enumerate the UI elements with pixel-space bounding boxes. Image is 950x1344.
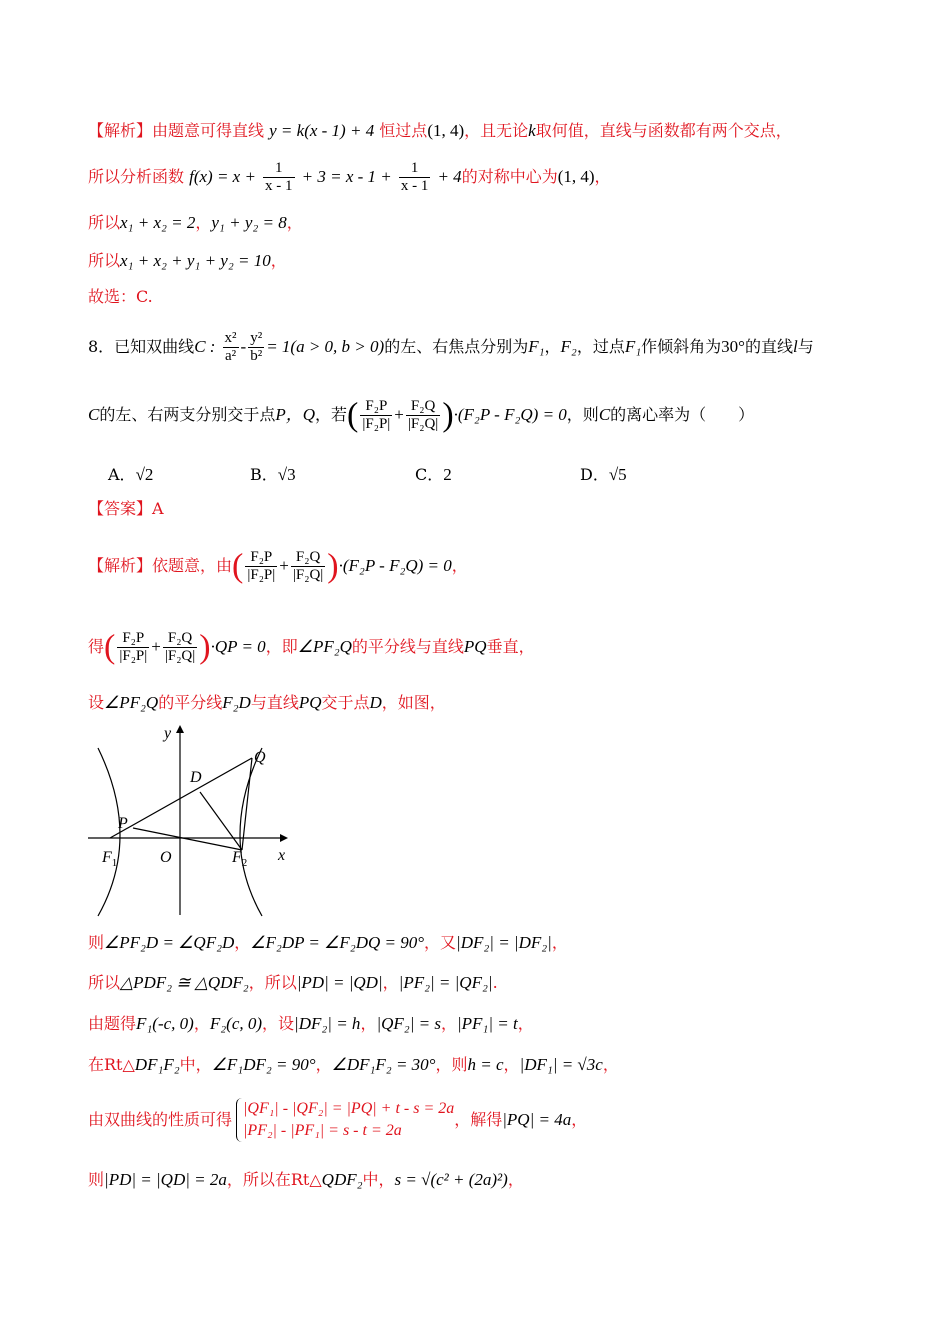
question-8-line2: C的左、右两支分别交于点P，Q，若( $\frac{\text{F₂P}}{\text{|F₂P|}}$ + $\frac{\text{F₂Q}}{\text{|F₂Q|}}$ )·(F₂P - F₂Q) = 0，则C的离心率为（ ） [88, 396, 755, 434]
analysis2-line8: 由双曲线的性质可得 |QF₁| - |QF₂| = |PQ| + t - s = 2a |PF₂| - |PF₁| = s - t = 2a ，解得|PQ| = 4a， [88, 1098, 587, 1142]
fixed-point: (1, 4) [427, 121, 465, 140]
point-f2-label: $F_2$ [232, 849, 248, 869]
y-axis-label: y [164, 725, 172, 742]
segment-p-f2 [133, 828, 242, 850]
question-8-line1: 8．已知双曲线C : $\frac{\text{x²}}{\text{a²}}$ - $\frac{\text{y²}}{\text{b²}}$ = 1(a > 0, b > 0)的左、右焦点分别为F₁，F₂，过点F₁作倾斜角为30°的直线l与 [88, 330, 814, 364]
fraction: $\frac{1}{x - 1}$ [265, 160, 293, 194]
fraction: $\frac{1}{x - 1}$ [400, 160, 429, 194]
analysis1-conclusion: 故选：C. [88, 287, 153, 306]
point-q-label: Q [254, 749, 266, 766]
point-d-label: D [190, 769, 202, 786]
analysis2-line7: 在Rt△DF₁F₂中，∠F₁DF₂ = 90°，∠DF₁F₂ = 30°，则h = c，|DF₁| = √3c， [88, 1055, 619, 1074]
option-b[interactable]: B．√3 [250, 465, 296, 484]
fraction: $\frac{\text{x²}}{\text{a²}}$ [224, 330, 237, 364]
analysis1-line1: 【解析】由题意可得直线 y = k(x - 1) + 4 恒过点(1, 4)，且无论k取何值，直线与函数都有两个交点， [88, 121, 792, 140]
option-d[interactable]: D．√5 [580, 465, 627, 484]
question-number: 8．已知双曲线 [88, 337, 195, 356]
line-f1-q [110, 758, 252, 838]
analysis-label: 【解析】 [88, 121, 153, 140]
analysis2-line2: 得( $\frac{\text{F₂P}}{\text{|F₂P|}}$ + $\frac{\text{F₂Q}}{\text{|F₂Q|}}$ )·QP = 0，即∠PF₂Q的平分线与直线PQ垂直， [88, 628, 535, 666]
analysis2-line3: 设∠PF₂Q的平分线F₂D与直线PQ交于点D，如图， [88, 693, 446, 712]
answer-value: A [152, 499, 164, 518]
unit-vector-f2p: $\frac{\text{F₂P}}{\text{|F₂P|}}$ [362, 398, 391, 432]
point-p-label: P [118, 815, 128, 832]
option-c[interactable]: C．2 [415, 465, 452, 484]
analysis2-line4: 则∠PF₂D = ∠QF₂D，∠F₂DP = ∠F₂DQ = 90°，又|DF₂| = |DF₂|， [88, 933, 568, 952]
x-axis-label: x [278, 847, 286, 864]
answer-line [88, 498, 164, 520]
analysis2-line6: 由题得F₁(-c, 0)，F₂(c, 0)，设|DF₂| = h，|QF₂| = s，|PF₁| = t， [88, 1014, 534, 1033]
analysis2-line9: 则|PD| = |QD| = 2a，所以在Rt△QDF₂中，s = √(c² + (2a)²)， [88, 1170, 524, 1189]
unit-vector-f2q: $\frac{\text{F₂Q}}{\text{|F₂Q|}}$ [407, 398, 439, 432]
x-axis-arrow [280, 834, 288, 842]
hyperbola-right-branch [240, 748, 262, 916]
y-axis-arrow [176, 725, 184, 733]
answer-label: 【答案】 [88, 499, 153, 518]
hyperbola-left-branch [98, 748, 120, 916]
hyperbola-figure [80, 720, 300, 920]
analysis2-line5: 所以△PDF₂ ≅ △QDF₂，所以|PD| = |QD|，|PF₂| = |QF₂|. [88, 973, 498, 992]
analysis1-line2: 所以分析函数 f(x) = x + $\frac{1}{x - 1}$ + 3 = x - 1 + $\frac{1}{x - 1}$ + 4的对称中心为(1, 4)， [88, 160, 611, 194]
origin-label: O [160, 849, 172, 866]
analysis2-line1: 【解析】依题意，由( $\frac{\text{F₂P}}{\text{|F₂P|}}$ + $\frac{\text{F₂Q}}{\text{|F₂Q|}}$ )·(F₂P - F₂Q) = 0， [88, 547, 468, 585]
point-f1-label: $F_1$ [102, 849, 118, 869]
line-equation: y = k(x - 1) + 4 [269, 121, 375, 140]
analysis1-line3: 所以x₁ + x₂ = 2，y₁ + y₂ = 8， [88, 213, 303, 232]
equation-system: |QF₁| - |QF₂| = |PQ| + t - s = 2a |PF₂| - |PF₁| = s - t = 2a [236, 1098, 454, 1142]
option-a[interactable]: A．√2 [108, 465, 154, 484]
fraction: $\frac{\text{y²}}{\text{b²}}$ [250, 330, 263, 364]
segment-d-f2 [200, 792, 242, 850]
analysis1-line4: 所以x₁ + x₂ + y₁ + y₂ = 10， [88, 251, 287, 270]
